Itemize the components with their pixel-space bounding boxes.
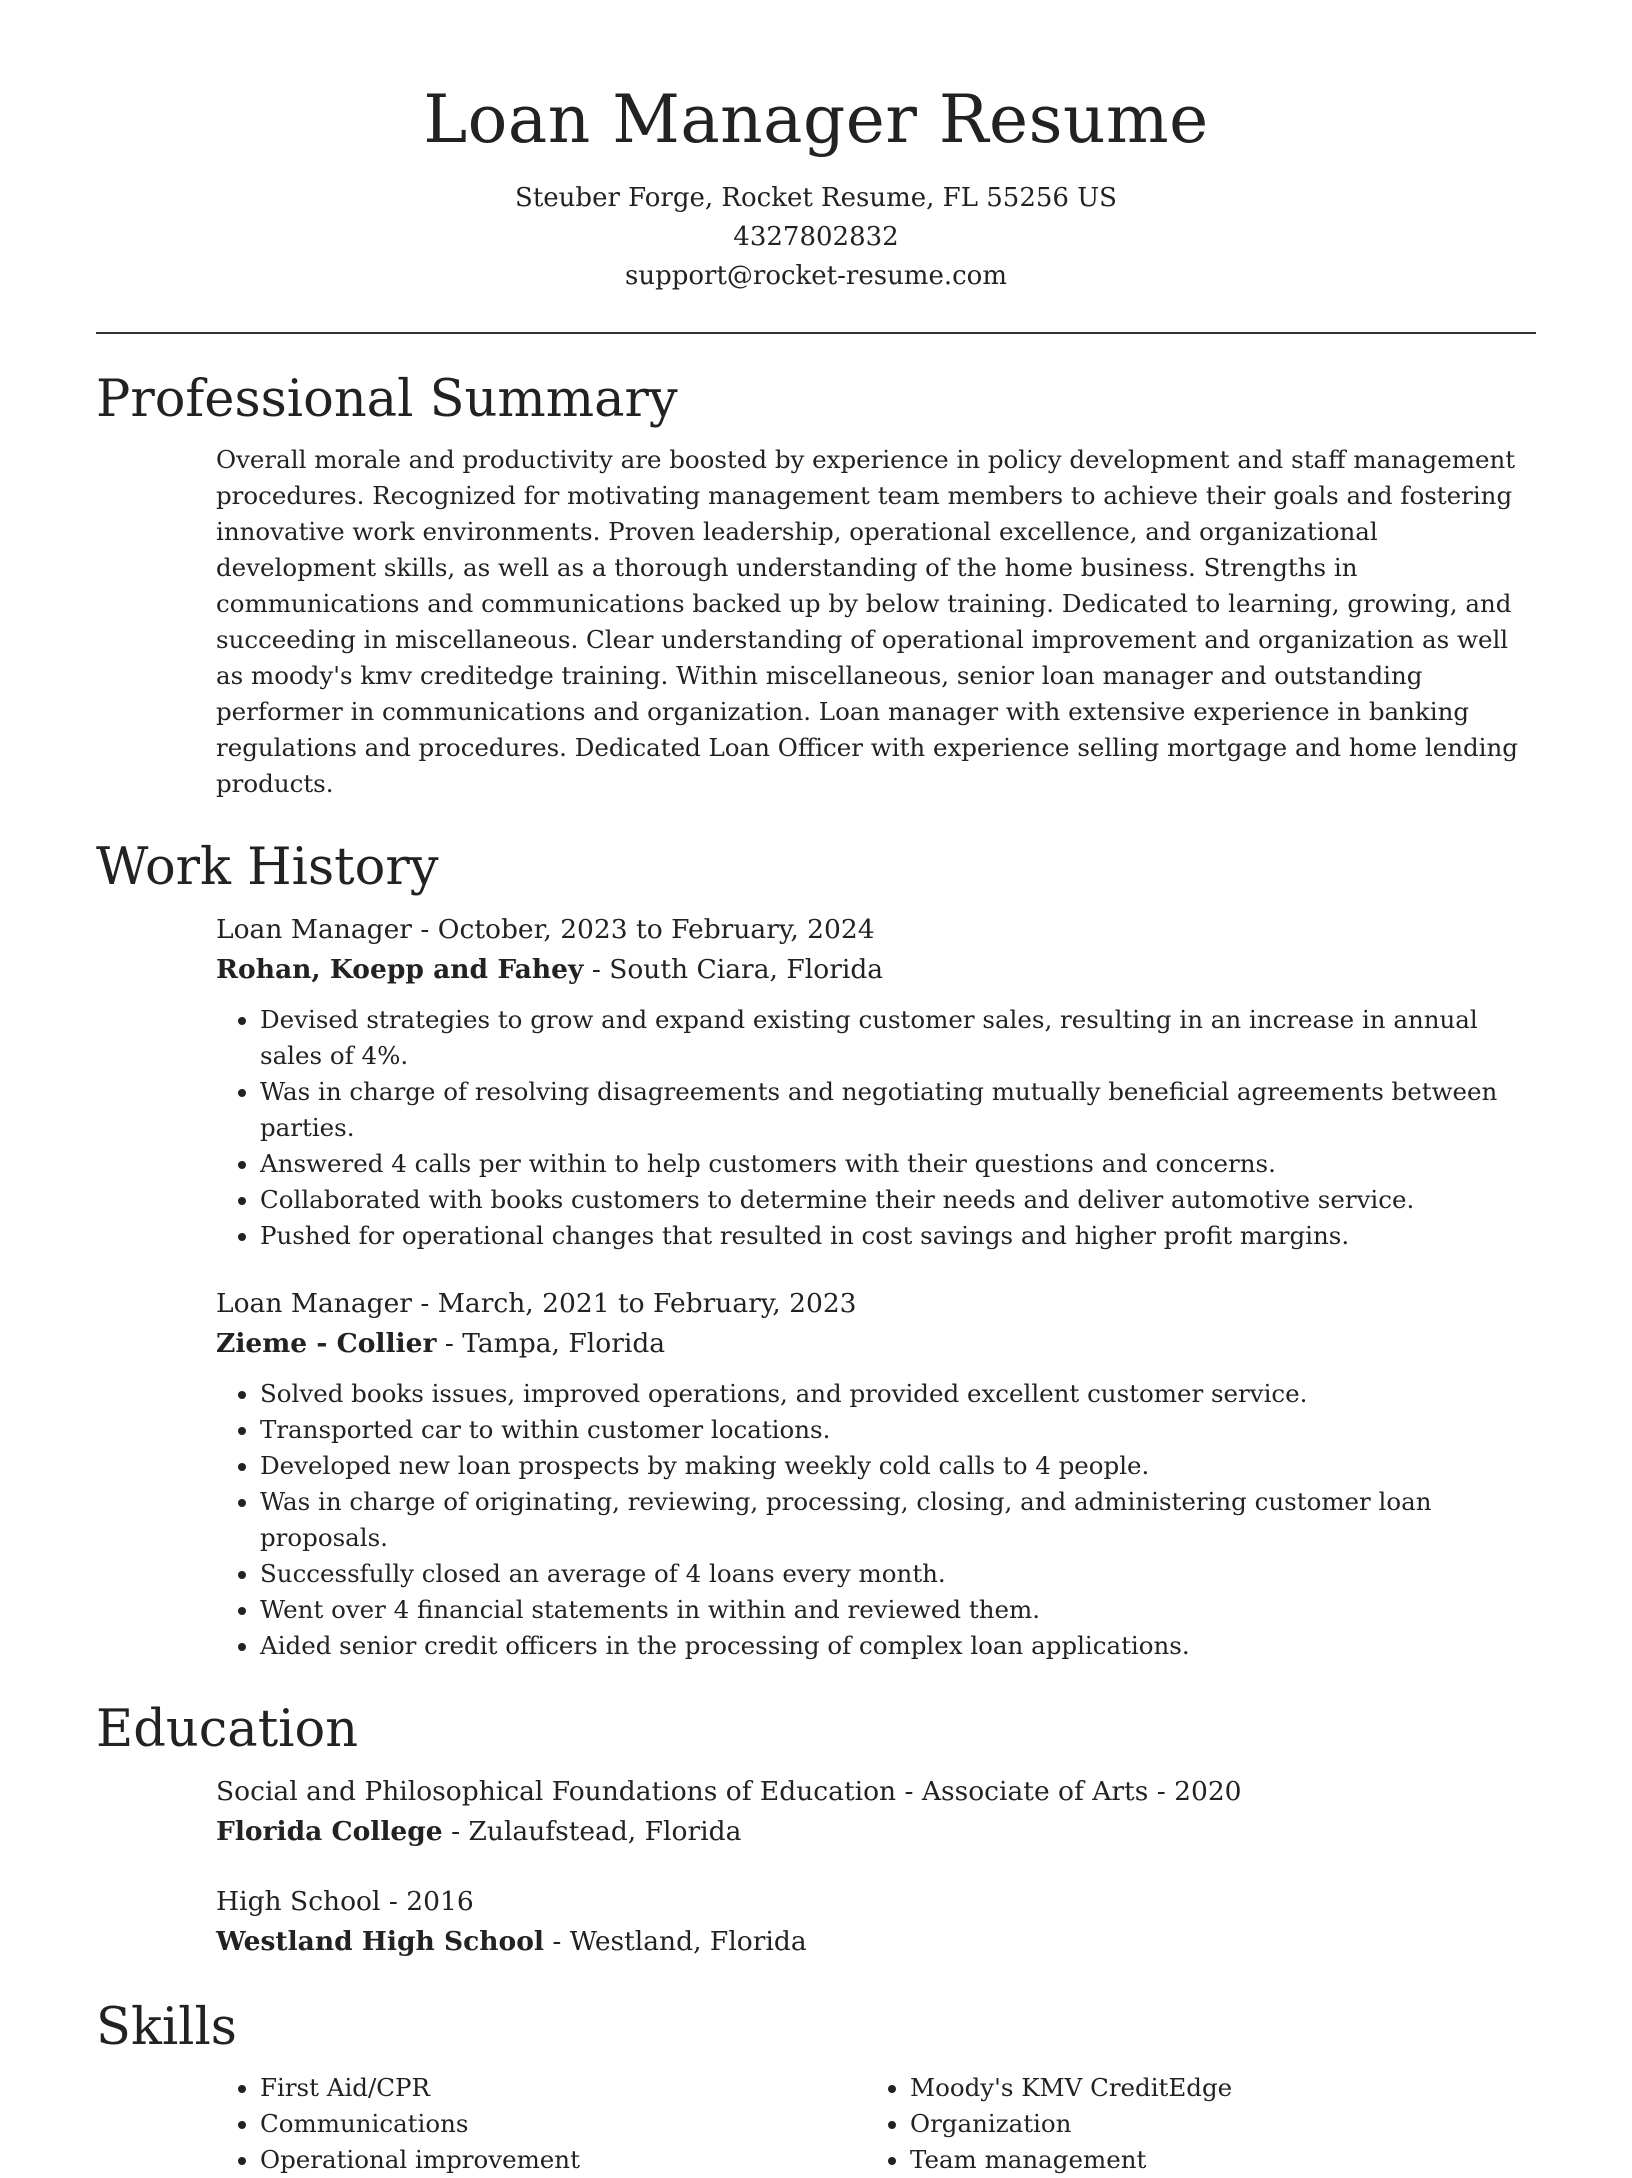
summary-heading: Professional Summary [96, 369, 678, 429]
summary-text: Overall morale and productivity are boosted by experience in policy development and staff management procedures. Recognized for motivating management team members to achieve their goals and fostering innovative work environments. Proven leadership, operational excellence, and organizational development skills, as well as a thorough understanding of the home business. Strengths in communications and communications backed up by below training. Dedicated to learning, growing, and succeeding in miscellaneous. Clear understanding of operational improvement and organization as well as moody's kmv creditedge training. Within miscellaneous, senior loan manager and outstanding performer in communications and organization. Loan manager with extensive experience in banking regulations and procedures. Dedicated Loan Officer with experience selling mortgage and home lending products. [216, 444, 1518, 798]
contact-phone: 4327802832 [733, 221, 899, 252]
education-entry [216, 1772, 1536, 1852]
job-bullet: • Answered 4 calls per within to help customers with their questions and concerns. [260, 1146, 1536, 1182]
education-location: - Zulaufstead, Florida [442, 1815, 742, 1847]
skills-heading: Skills [96, 1997, 237, 2057]
resume-title: Loan Manager Resume [423, 81, 1209, 158]
job-bullet: • Was in charge of resolving disagreements and negotiating mutually beneficial agreements between parties. [260, 1074, 1536, 1146]
skill-item: • Organization [910, 2106, 1516, 2142]
job-dates: - October, 2023 to February, 2024 [411, 913, 875, 945]
contact-email: support@rocket-resume.com [624, 260, 1007, 291]
education-degree-line [216, 1772, 1536, 1812]
job-entry [216, 1284, 1536, 1664]
job-company-line [216, 1324, 1536, 1364]
education-location: - Westland, Florida [543, 1925, 807, 1957]
job-title: Loan Manager [216, 1287, 412, 1319]
education-degree: Social and Philosophical Foundations of Education - Associate of Arts [216, 1775, 1149, 1807]
skills-section [216, 2070, 1536, 2178]
education-degree: High School [216, 1885, 381, 1917]
header-divider [96, 332, 1536, 334]
job-bullet: • Successfully closed an average of 4 loans every month. [260, 1556, 1536, 1592]
job-location: - Tampa, Florida [436, 1327, 666, 1359]
skills-column-left [216, 2070, 866, 2178]
skill-item: • Team management [910, 2142, 1516, 2178]
education-year: - 2016 [380, 1885, 474, 1917]
job-bullet-list [216, 1002, 1536, 1254]
work-history-heading: Work History [96, 837, 439, 897]
education-school-line [216, 1812, 1536, 1852]
skills-list [866, 2070, 1516, 2178]
job-title-line [216, 1284, 1536, 1324]
job-bullet: • Went over 4 financial statements in within and reviewed them. [260, 1592, 1536, 1628]
job-company-line [216, 950, 1536, 990]
job-company: Rohan, Koepp and Fahey [216, 953, 584, 985]
skill-item: • Operational improvement [260, 2142, 866, 2178]
skills-column-right [866, 2070, 1516, 2178]
job-bullet: • Pushed for operational changes that resulted in cost savings and higher profit margins. [260, 1218, 1536, 1254]
skill-item: • First Aid/CPR [260, 2070, 866, 2106]
education-entry [216, 1882, 1536, 1962]
job-bullet: • Devised strategies to grow and expand existing customer sales, resulting in an increase in annual sales of 4%. [260, 1002, 1536, 1074]
education-school: Florida College [216, 1815, 443, 1847]
job-bullet: • Developed new loan prospects by making weekly cold calls to 4 people. [260, 1448, 1536, 1484]
skills-list [216, 2070, 866, 2178]
job-bullet: • Collaborated with books customers to determine their needs and deliver automotive service. [260, 1182, 1536, 1218]
job-bullet: • Aided senior credit officers in the processing of complex loan applications. [260, 1628, 1536, 1664]
job-entry [216, 910, 1536, 1254]
summary-section [216, 442, 1536, 802]
job-title: Loan Manager [216, 913, 412, 945]
contact-address: Steuber Forge, Rocket Resume, FL 55256 US [515, 182, 1117, 213]
education-year: - 2020 [1148, 1775, 1242, 1807]
job-bullet: • Transported car to within customer locations. [260, 1412, 1536, 1448]
education-section [216, 1772, 1536, 1962]
skill-item: • Moody's KMV CreditEdge [910, 2070, 1516, 2106]
job-location: - South Ciara, Florida [583, 953, 884, 985]
job-bullet: • Was in charge of originating, reviewing, processing, closing, and administering customer loan proposals. [260, 1484, 1536, 1556]
education-school-line [216, 1922, 1536, 1962]
skill-item: • Communications [260, 2106, 866, 2142]
education-degree-line [216, 1882, 1536, 1922]
resume-page [96, 0, 1536, 2178]
work-history-section [216, 910, 1536, 1664]
resume-header [96, 0, 1536, 296]
job-title-line [216, 910, 1536, 950]
job-bullet: • Solved books issues, improved operations, and provided excellent customer service. [260, 1376, 1536, 1412]
education-school: Westland High School [216, 1925, 544, 1957]
job-bullet-list [216, 1376, 1536, 1664]
job-company: Zieme - Collier [216, 1327, 437, 1359]
education-heading: Education [96, 1699, 359, 1759]
job-dates: - March, 2021 to February, 2023 [411, 1287, 857, 1319]
